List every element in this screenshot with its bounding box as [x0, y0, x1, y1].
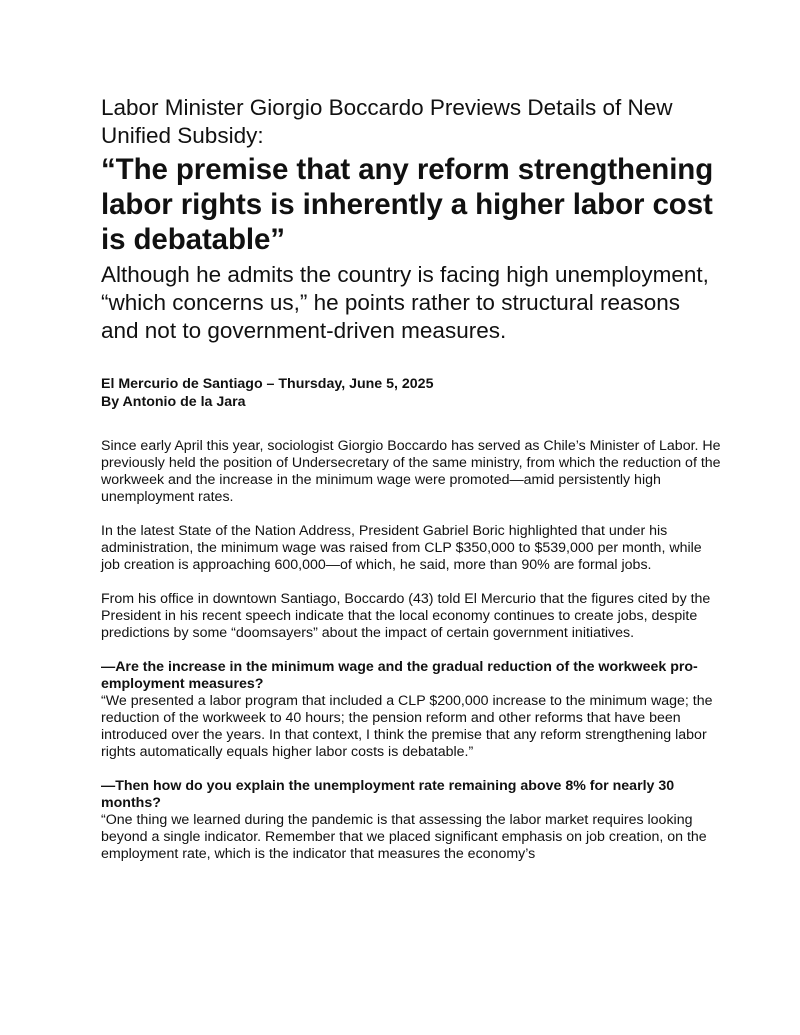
byline: By Antonio de la Jara — [101, 394, 246, 410]
qa-block — [101, 778, 721, 863]
interview-question: —Are the increase in the minimum wage and the gradual reduction of the workweek pro-employment measures? — [101, 659, 698, 692]
paragraph-block — [101, 438, 721, 506]
paragraph-block — [101, 523, 721, 574]
body-paragraph: In the latest State of the Nation Address, President Gabriel Boric highlighted that under his administration, the minimum wage was raised from CLP $350,000 to $539,000 per month, while job creation is approaching 600,000—of which, he said, more than 90% are formal jobs. — [101, 523, 702, 573]
article — [101, 94, 721, 863]
article-meta — [101, 375, 721, 411]
article-headline: “The premise that any reform strengthening labor rights is inherently a higher labor cost is debatable” — [101, 153, 714, 256]
body-paragraph: Since early April this year, sociologist Giorgio Boccardo has served as Chile’s Minister of Labor. He previously held the position of Undersecretary of the same ministry, from which the reduction of the workweek and the increase in the minimum wage were promoted—amid persistently high unemployment rates. — [101, 438, 721, 505]
interview-answer: “We presented a labor program that included a CLP $200,000 increase to the minimum wage; the reduction of the workweek to 40 hours; the pension reform and other reforms that have been introduced over the years. In that context, I think the premise that any reform strengthening labor rights automatically equals higher labor costs is debatable.” — [101, 693, 713, 760]
interview-answer: “One thing we learned during the pandemic is that assessing the labor market requires looking beyond a single indicator. Remember that we placed significant emphasis on job creation, on the employment rate, which is the indicator that measures the economy’s — [101, 812, 707, 862]
source-line: El Mercurio de Santiago – Thursday, June 5, 2025 — [101, 376, 434, 392]
qa-block — [101, 659, 721, 761]
interview-question: —Then how do you explain the unemployment rate remaining above 8% for nearly 30 months? — [101, 778, 675, 811]
article-kicker: Labor Minister Giorgio Boccardo Previews Details of New Unified Subsidy: — [101, 95, 673, 148]
paragraph-block — [101, 591, 721, 642]
body-paragraph: From his office in downtown Santiago, Boccardo (43) told El Mercurio that the figures cited by the President in his recent speech indicate that the local economy continues to create jobs, despite predictions by some “doomsayers” about the impact of certain government initiatives. — [101, 591, 711, 641]
article-subhead: Although he admits the country is facing high unemployment, “which concerns us,” he points rather to structural reasons and not to government-driven measures. — [101, 262, 709, 343]
